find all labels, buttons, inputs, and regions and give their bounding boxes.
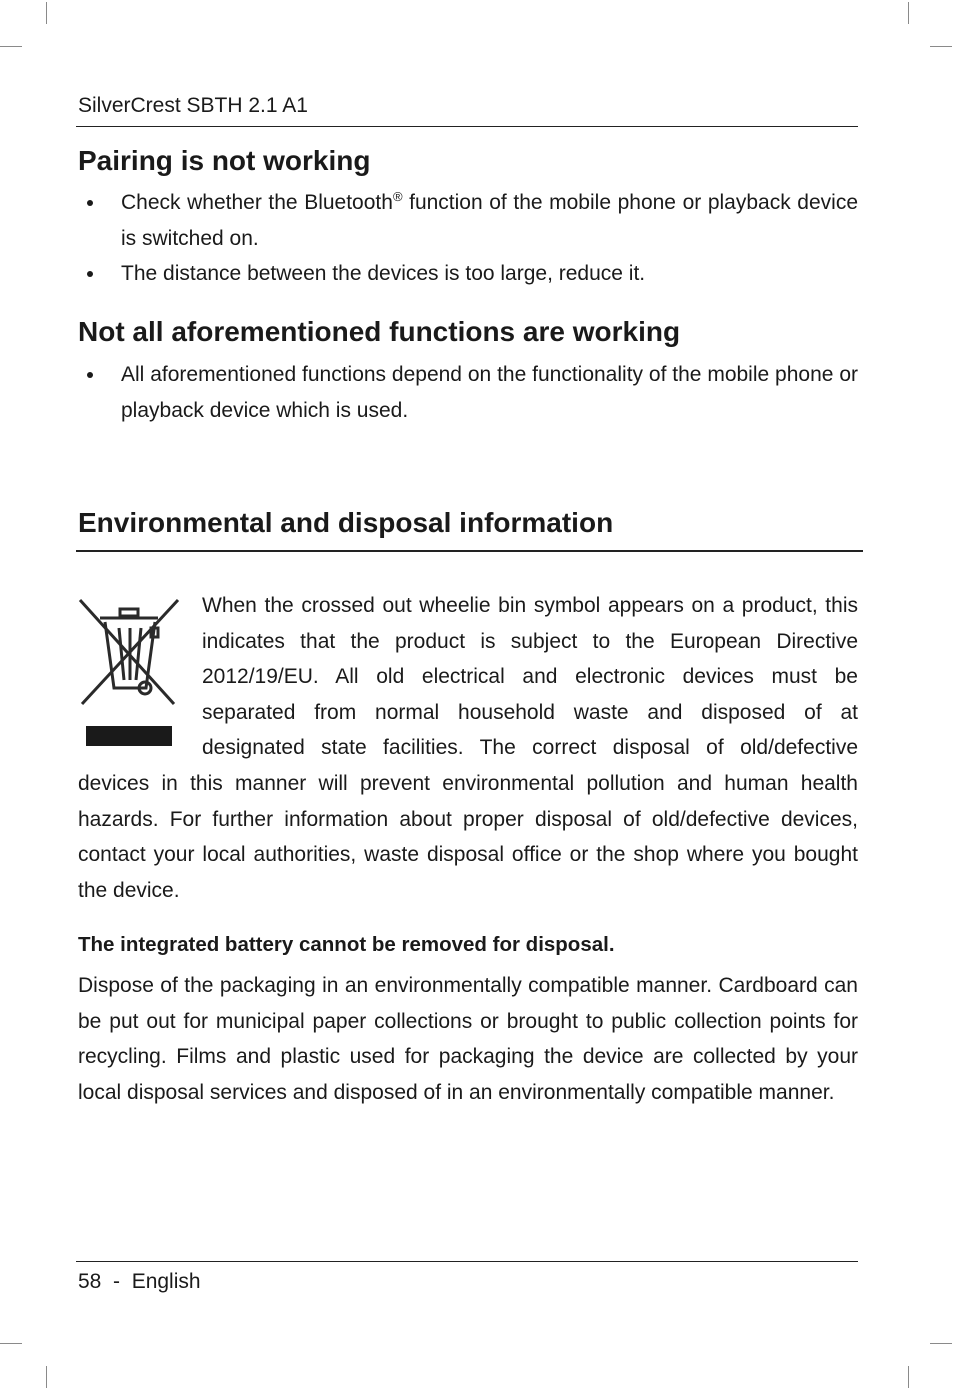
weee-line: designated state facilities. The correct disposal of old/defective xyxy=(202,736,858,760)
bullet-text: All aforementioned functions depend on the functionality of the mobile phone or playback device which is used. xyxy=(121,363,858,422)
crop-mark xyxy=(930,1343,952,1344)
section-heading-functions: Not all aforementioned functions are working xyxy=(78,316,681,347)
section-rule xyxy=(76,550,863,552)
crop-mark xyxy=(46,1366,47,1388)
weee-paragraph-wrap xyxy=(202,588,858,766)
battery-heading: The integrated battery cannot be removed for disposal. xyxy=(78,933,615,956)
crop-mark xyxy=(908,1366,909,1388)
page-number-label: 58 - English xyxy=(78,1270,201,1293)
bullet-text: Check whether the Bluetooth xyxy=(121,191,393,214)
crop-mark xyxy=(930,46,952,47)
weee-line: When the crossed out wheelie bin symbol appears on a product, this xyxy=(202,594,858,617)
weee-paragraph-continued: devices in this manner will prevent environmental pollution and human health hazards. For further information about proper disposal of old/defective devices, contact your local authorities, waste disposal office or the shop where you bought the device. xyxy=(78,772,858,902)
pairing-bullet-list xyxy=(78,185,858,292)
list-item xyxy=(78,357,858,428)
footer-rule xyxy=(76,1261,858,1262)
section-heading-environment: Environmental and disposal information xyxy=(78,507,614,538)
crop-mark xyxy=(908,2,909,24)
registered-mark: ® xyxy=(392,189,403,204)
functions-bullet-list xyxy=(78,357,858,428)
running-header: SilverCrest SBTH 2.1 A1 xyxy=(78,94,308,117)
bullet-text: The distance between the devices is too large, reduce it. xyxy=(121,262,646,286)
bullet-icon xyxy=(87,200,93,206)
weee-line: indicates that the product is subject to the European Directive xyxy=(202,629,858,653)
weee-line: separated from normal household waste and disposed of at xyxy=(202,700,858,724)
section-heading-pairing: Pairing is not working xyxy=(78,145,371,176)
list-item xyxy=(78,185,858,256)
header-rule xyxy=(76,126,858,127)
bullet-text: function of the mobile phone or playback device is switched on. xyxy=(121,191,859,250)
crop-mark xyxy=(46,2,47,24)
weee-line: 2012/19/EU. All old electrical and electronic devices must be xyxy=(202,665,858,689)
list-item xyxy=(78,256,858,292)
packaging-paragraph: Dispose of the packaging in an environmentally compatible manner. Cardboard can be put out for municipal paper collections or brought to public collection points for recycling. Films and plastic used for packaging the device are collected by your local disposal services and disposed of in an environmentally compatible manner. xyxy=(78,974,858,1104)
crossed-out-wheelie-bin-icon xyxy=(78,598,180,750)
bullet-icon xyxy=(87,372,93,378)
bullet-icon xyxy=(87,271,93,277)
crop-mark xyxy=(0,46,22,47)
crop-mark xyxy=(0,1343,22,1344)
